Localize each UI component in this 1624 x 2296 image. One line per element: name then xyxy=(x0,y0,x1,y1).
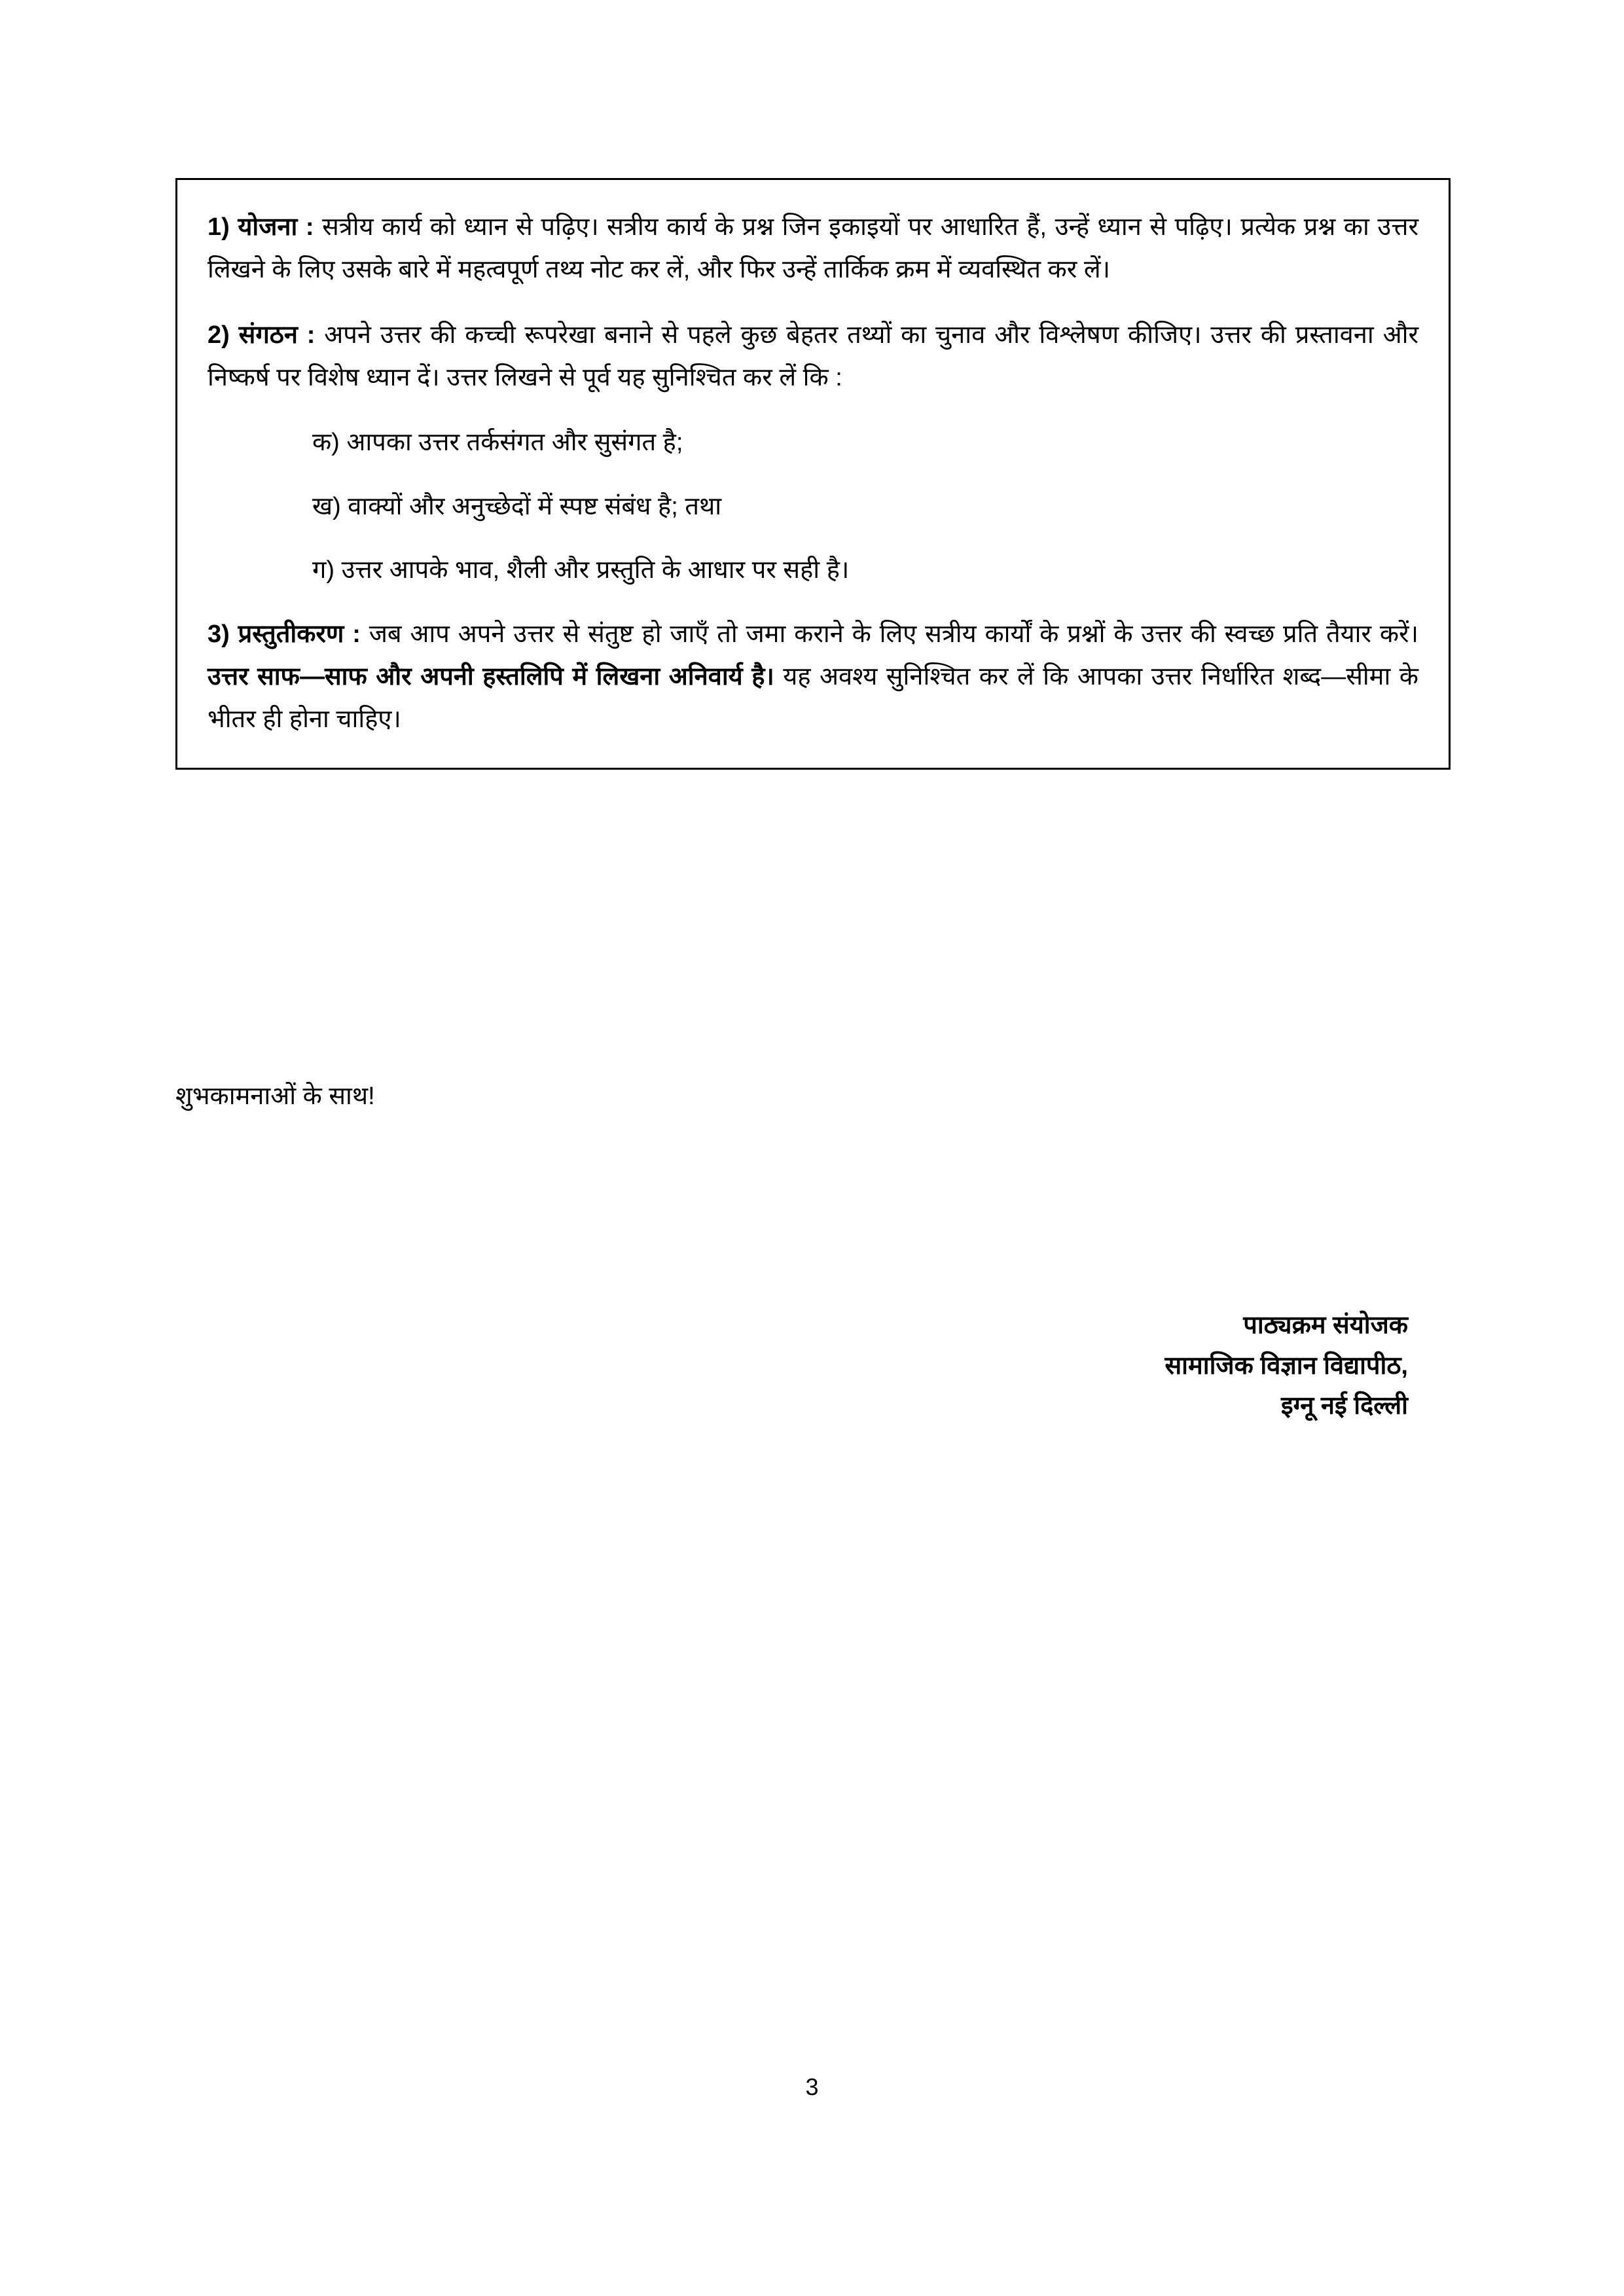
instruction-1-text: सत्रीय कार्य को ध्यान से पढ़िए। सत्रीय कार्य के प्रश्न जिन इकाइयों पर आधारित हैं, उन्हें ध्यान से पढ़िए। प्रत्येक प्रश्न का उत्तर लिखने के लिए उसके बारे में महत्वपूर्ण तथ्य नोट कर लें, और फिर उन्हें तार्किक क्रम में व्यवस्थित कर लें। xyxy=(208,213,1418,284)
signature-line-2: सामाजिक विज्ञान विद्यापीठ, xyxy=(1164,1352,1408,1380)
closing-wishes: शुभकामनाओं के साथ! xyxy=(175,1083,375,1110)
instruction-sub-list xyxy=(208,422,1418,592)
instructions-box xyxy=(175,178,1451,770)
instruction-2-number: 2) xyxy=(208,321,230,349)
list-item: ग) उत्तर आपके भाव, शैली और प्रस्तुति के आधार पर सही है। xyxy=(312,556,850,584)
instruction-paragraph-3 xyxy=(208,613,1418,742)
signature-line-3: इग्नू नई दिल्ली xyxy=(1280,1392,1408,1420)
list-item: ख) वाक्यों और अनुच्छेदों में स्पष्ट संबंध है; तथा xyxy=(312,492,722,520)
instruction-3-text-after: यह अवश्य सुनिश्चित कर लें कि आपका उत्तर निर्धारित शब्द—सीमा के भीतर ही होना चाहिए। xyxy=(208,662,1418,734)
instruction-2-heading: संगठन : xyxy=(238,321,316,349)
page-number: 3 xyxy=(805,2073,819,2100)
instruction-3-emphasis: उत्तर साफ—साफ और अपनी हस्तलिपि में लिखना अनिवार्य है। xyxy=(208,662,774,691)
signature-line-1: पाठ्यक्रम संयोजक xyxy=(1243,1312,1408,1339)
instruction-1-heading: योजना : xyxy=(238,213,314,241)
signature-block xyxy=(1164,1306,1408,1427)
instruction-paragraph-1 xyxy=(208,206,1418,292)
instruction-3-text-before: जब आप अपने उत्तर से संतुष्ट हो जाएँ तो जमा कराने के लिए सत्रीय कार्यों के प्रश्नों के उत्तर की स्वच्छ प्रति तैयार करें। xyxy=(360,620,1418,648)
instruction-3-number: 3) xyxy=(208,620,230,648)
instruction-2-text: अपने उत्तर की कच्ची रूपरेखा बनाने से पहले कुछ बेहतर तथ्यों का चुनाव और विश्लेषण कीजिए। उत्तर की प्रस्तावना और निष्कर्ष पर विशेष ध्यान दें। उत्तर लिखने से पूर्व यह सुनिश्चित कर लें कि : xyxy=(208,321,1418,392)
instruction-1-number: 1) xyxy=(208,213,230,241)
instruction-3-heading: प्रस्तुतीकरण : xyxy=(238,620,361,648)
list-item: क) आपका उत्तर तर्कसंगत और सुसंगत है; xyxy=(312,429,683,457)
instruction-paragraph-2 xyxy=(208,314,1418,400)
